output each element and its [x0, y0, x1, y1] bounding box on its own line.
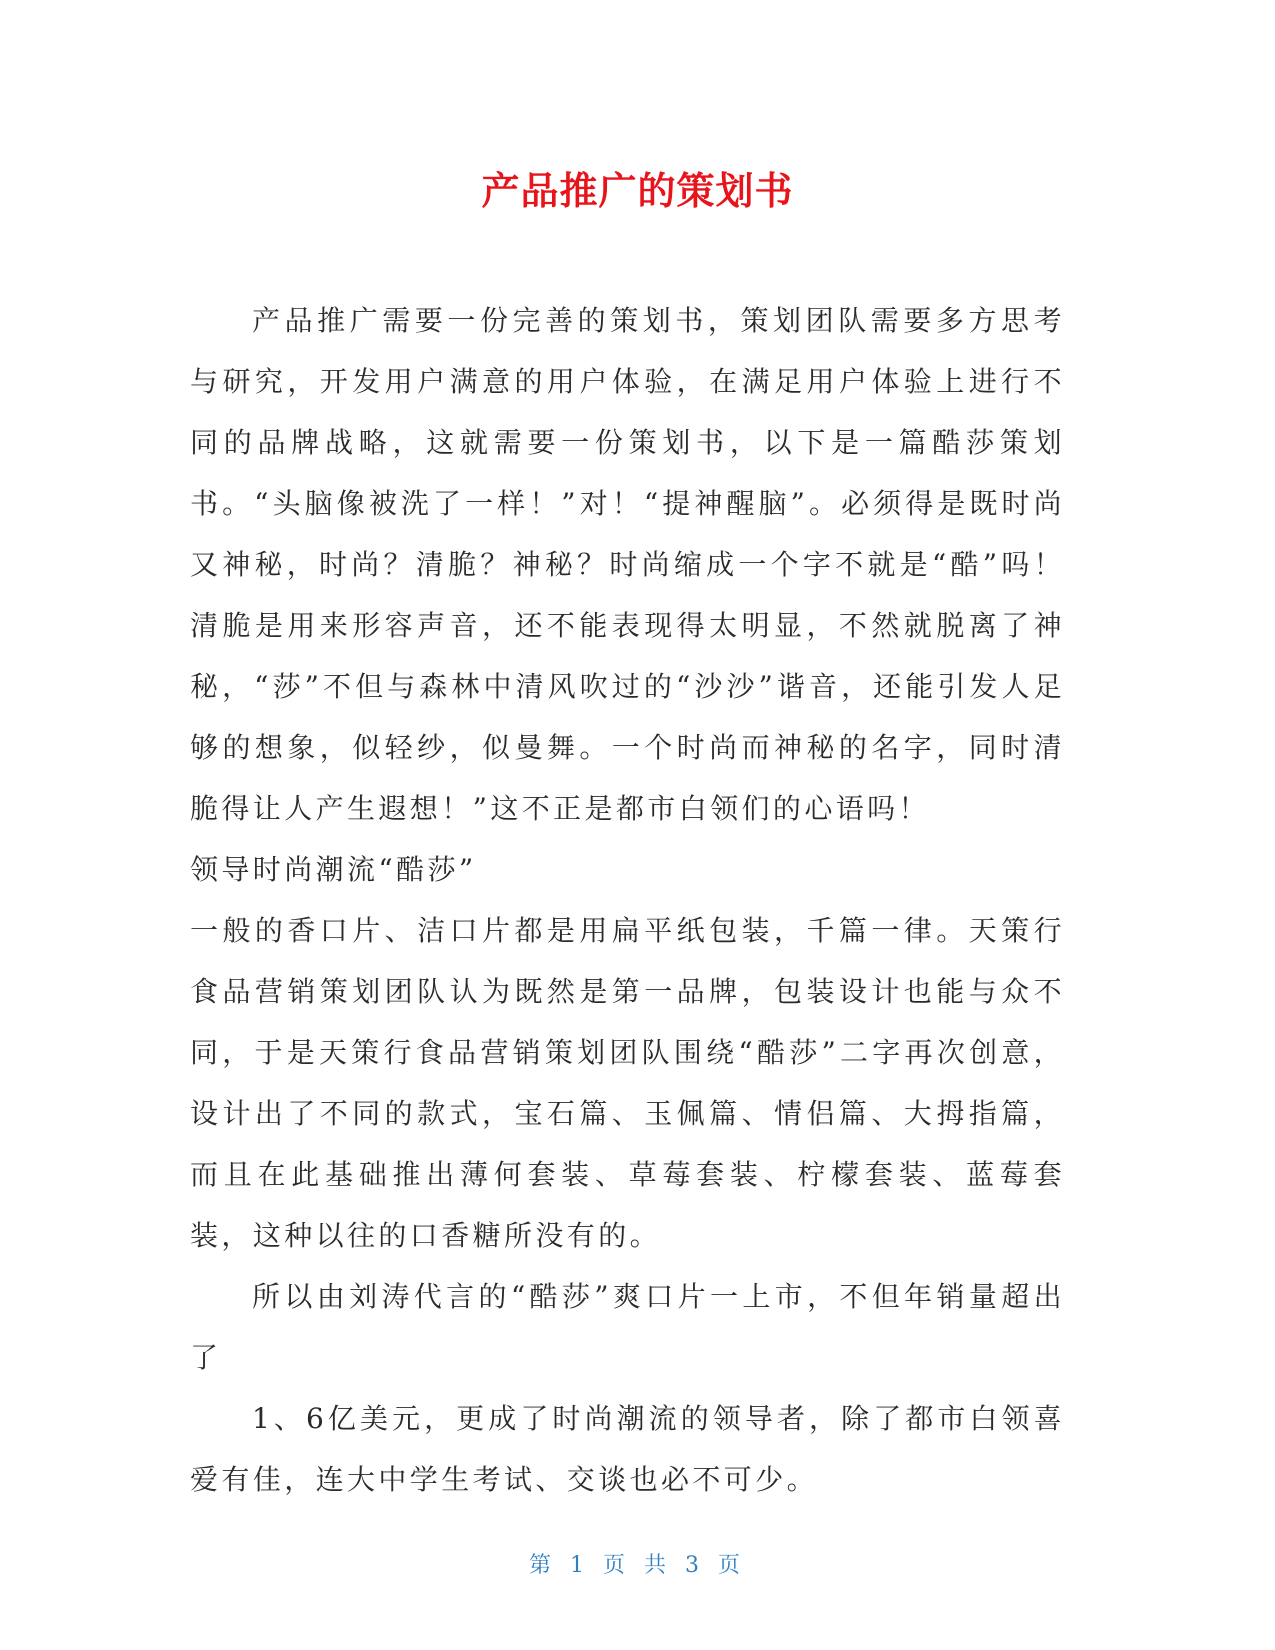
document-body [190, 290, 1065, 1510]
document-title: 产品推广的策划书 [481, 169, 794, 213]
paragraph-sales: 1、6亿美元，更成了时尚潮流的领导者，除了都市白领喜爱有佳，连大中学生考试、交谈也必不可少。 [190, 1402, 1065, 1496]
paragraph-launch: 所以由刘涛代言的“酷莎”爽口片一上市，不但年销量超出了 [190, 1280, 1065, 1374]
paragraph-heading: 领导时尚潮流“酷莎” [190, 853, 477, 886]
page-number-footer: 第 1 页 共 3 页 [529, 1553, 746, 1578]
paragraph-packaging: 一般的香口片、洁口片都是用扁平纸包装，千篇一律。天策行食品营销策划团队认为既然是第一品牌，包装设计也能与众不同，于是天策行食品营销策划团队围绕“酷莎”二字再次创意，设计出了不同的款式，宝石篇、玉佩篇、情侣篇、大拇指篇，而且在此基础推出薄何套装、草莓套装、柠檬套装、蓝莓套装，这种以往的口香糖所没有的。 [190, 914, 1065, 1252]
paragraph-intro: 产品推广需要一份完善的策划书，策划团队需要多方思考与研究，开发用户满意的用户体验，在满足用户体验上进行不同的品牌战略，这就需要一份策划书，以下是一篇酷莎策划书。“头脑像被洗了一样！”对！“提神醒脑”。必须得是既时尚又神秘，时尚？清脆？神秘？时尚缩成一个字不就是“酷”吗！清脆是用来形容声音，还不能表现得太明显，不然就脱离了神秘，“莎”不但与森林中清风吹过的“沙沙”谐音，还能引发人足够的想象，似轻纱，似曼舞。一个时尚而神秘的名字，同时清脆得让人产生遐想！”这不正是都市白领们的心语吗！ [190, 304, 1065, 825]
